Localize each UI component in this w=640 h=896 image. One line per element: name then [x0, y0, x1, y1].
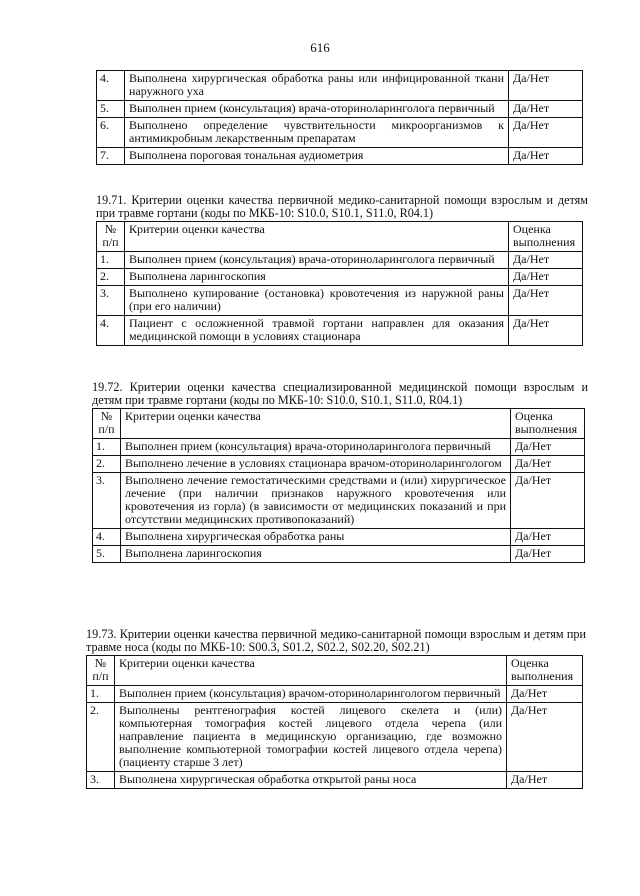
- section-title: 19.71. Критерии оценки качества первичной медико-санитарной помощи взрослым и детям при травме гортани (коды по МКБ-10: S10.0, S10.1, S11.0, R04.1): [96, 193, 588, 220]
- table-header-row: [97, 222, 583, 252]
- criterion-text: Выполнено лечение гемостатическими средствами и (или) хирургическое лечение (при наличии признаков наружного кровотечения или кровотечения из горла) (в зависимости от медицинских показаний и при отсутствии медицинских противопоказаний): [121, 473, 511, 529]
- section-title: 19.73. Критерии оценки качества первичной медико-санитарной помощи взрослым и детям при травме носа (коды по МКБ-10: S00.3, S01.2, S02.2, S02.20, S02.21): [86, 627, 586, 654]
- table-row: [93, 456, 585, 473]
- header-criteria: Критерии оценки качества: [125, 222, 509, 252]
- row-number: 1.: [87, 686, 115, 703]
- section-19-71: [96, 194, 588, 346]
- row-number: 2.: [97, 269, 125, 286]
- table-row: [97, 101, 583, 118]
- grade-value: Да/Нет: [509, 118, 583, 148]
- table-row: [93, 546, 585, 563]
- header-grade: Оценка выполнения: [511, 409, 585, 439]
- criterion-text: Выполнен прием (консультация) врачом-оториноларингологом первичный: [115, 686, 507, 703]
- row-number: 1.: [97, 252, 125, 269]
- grade-value: Да/Нет: [511, 473, 585, 529]
- header-number: № п/п: [97, 222, 125, 252]
- grade-value: Да/Нет: [511, 529, 585, 546]
- criterion-text: Выполнен прием (консультация) врача-оториноларинголога первичный: [125, 252, 509, 269]
- criterion-text: Выполнен прием (консультация) врача-оториноларинголога первичный: [121, 439, 511, 456]
- table-header-row: [93, 409, 585, 439]
- criterion-text: Выполнена хирургическая обработка открытой раны носа: [115, 772, 507, 789]
- grade-value: Да/Нет: [509, 252, 583, 269]
- criterion-text: Выполнено купирование (остановка) кровотечения из наружной раны (при его наличии): [125, 286, 509, 316]
- grade-value: Да/Нет: [511, 456, 585, 473]
- row-number: 7.: [97, 148, 125, 165]
- table-header-row: [87, 656, 583, 686]
- row-number: 5.: [97, 101, 125, 118]
- continuation-table: [96, 70, 583, 165]
- grade-value: Да/Нет: [509, 71, 583, 101]
- table-row: [97, 71, 583, 101]
- header-number: № п/п: [87, 656, 115, 686]
- criteria-table: [92, 408, 585, 563]
- grade-value: Да/Нет: [511, 439, 585, 456]
- header-number: № п/п: [93, 409, 121, 439]
- criterion-text: Выполнена пороговая тональная аудиометрия: [125, 148, 509, 165]
- header-criteria: Критерии оценки качества: [121, 409, 511, 439]
- header-criteria: Критерии оценки качества: [115, 656, 507, 686]
- row-number: 5.: [93, 546, 121, 563]
- grade-value: Да/Нет: [507, 686, 583, 703]
- criterion-text: Выполнена хирургическая обработка раны или инфицированной ткани наружного уха: [125, 71, 509, 101]
- table-row: [97, 118, 583, 148]
- grade-value: Да/Нет: [509, 286, 583, 316]
- row-number: 3.: [97, 286, 125, 316]
- criterion-text: Выполнено определение чувствительности микроорганизмов к антимикробным лекарственным препаратам: [125, 118, 509, 148]
- row-number: 2.: [93, 456, 121, 473]
- header-grade: Оценка выполнения: [507, 656, 583, 686]
- table-row: [93, 529, 585, 546]
- row-number: 4.: [97, 316, 125, 346]
- row-number: 4.: [97, 71, 125, 101]
- criterion-text: Выполнены рентгенография костей лицевого скелета и (или) компьютерная томография костей лицевого отдела черепа (или направление пациента в медицинскую организацию, где возможно выполнение компьютерной томографии костей лицевого отдела черепа) (пациенту старше 3 лет): [115, 703, 507, 772]
- criteria-table: [96, 221, 583, 346]
- grade-value: Да/Нет: [511, 546, 585, 563]
- table-row: [87, 686, 583, 703]
- grade-value: Да/Нет: [507, 703, 583, 772]
- section-19-72: [92, 381, 588, 563]
- criterion-text: Пациент с осложненной травмой гортани направлен для оказания медицинской помощи в условиях стационара: [125, 316, 509, 346]
- section-title: 19.72. Критерии оценки качества специализированной медицинской помощи взрослым и детям при травме гортани (коды по МКБ-10: S10.0, S10.1, S11.0, R04.1): [92, 380, 588, 407]
- row-number: 1.: [93, 439, 121, 456]
- grade-value: Да/Нет: [509, 269, 583, 286]
- table-row: [97, 286, 583, 316]
- row-number: 6.: [97, 118, 125, 148]
- table-row: [97, 148, 583, 165]
- table-row: [93, 439, 585, 456]
- criterion-text: Выполнена ларингоскопия: [125, 269, 509, 286]
- section-19-73: [86, 628, 586, 789]
- criterion-text: Выполнена хирургическая обработка раны: [121, 529, 511, 546]
- table-row: [97, 269, 583, 286]
- grade-value: Да/Нет: [509, 101, 583, 118]
- row-number: 3.: [93, 473, 121, 529]
- table-row: [93, 473, 585, 529]
- row-number: 2.: [87, 703, 115, 772]
- grade-value: Да/Нет: [509, 148, 583, 165]
- table-row: [87, 703, 583, 772]
- grade-value: Да/Нет: [507, 772, 583, 789]
- table-row: [87, 772, 583, 789]
- header-grade: Оценка выполнения: [509, 222, 583, 252]
- page-number: 616: [310, 40, 330, 55]
- table-row: [97, 316, 583, 346]
- table-row: [97, 252, 583, 269]
- row-number: 4.: [93, 529, 121, 546]
- grade-value: Да/Нет: [509, 316, 583, 346]
- criterion-text: Выполнена ларингоскопия: [121, 546, 511, 563]
- row-number: 3.: [87, 772, 115, 789]
- criterion-text: Выполнен прием (консультация) врача-оториноларинголога первичный: [125, 101, 509, 118]
- criterion-text: Выполнено лечение в условиях стационара врачом-оториноларингологом: [121, 456, 511, 473]
- criteria-table: [86, 655, 583, 789]
